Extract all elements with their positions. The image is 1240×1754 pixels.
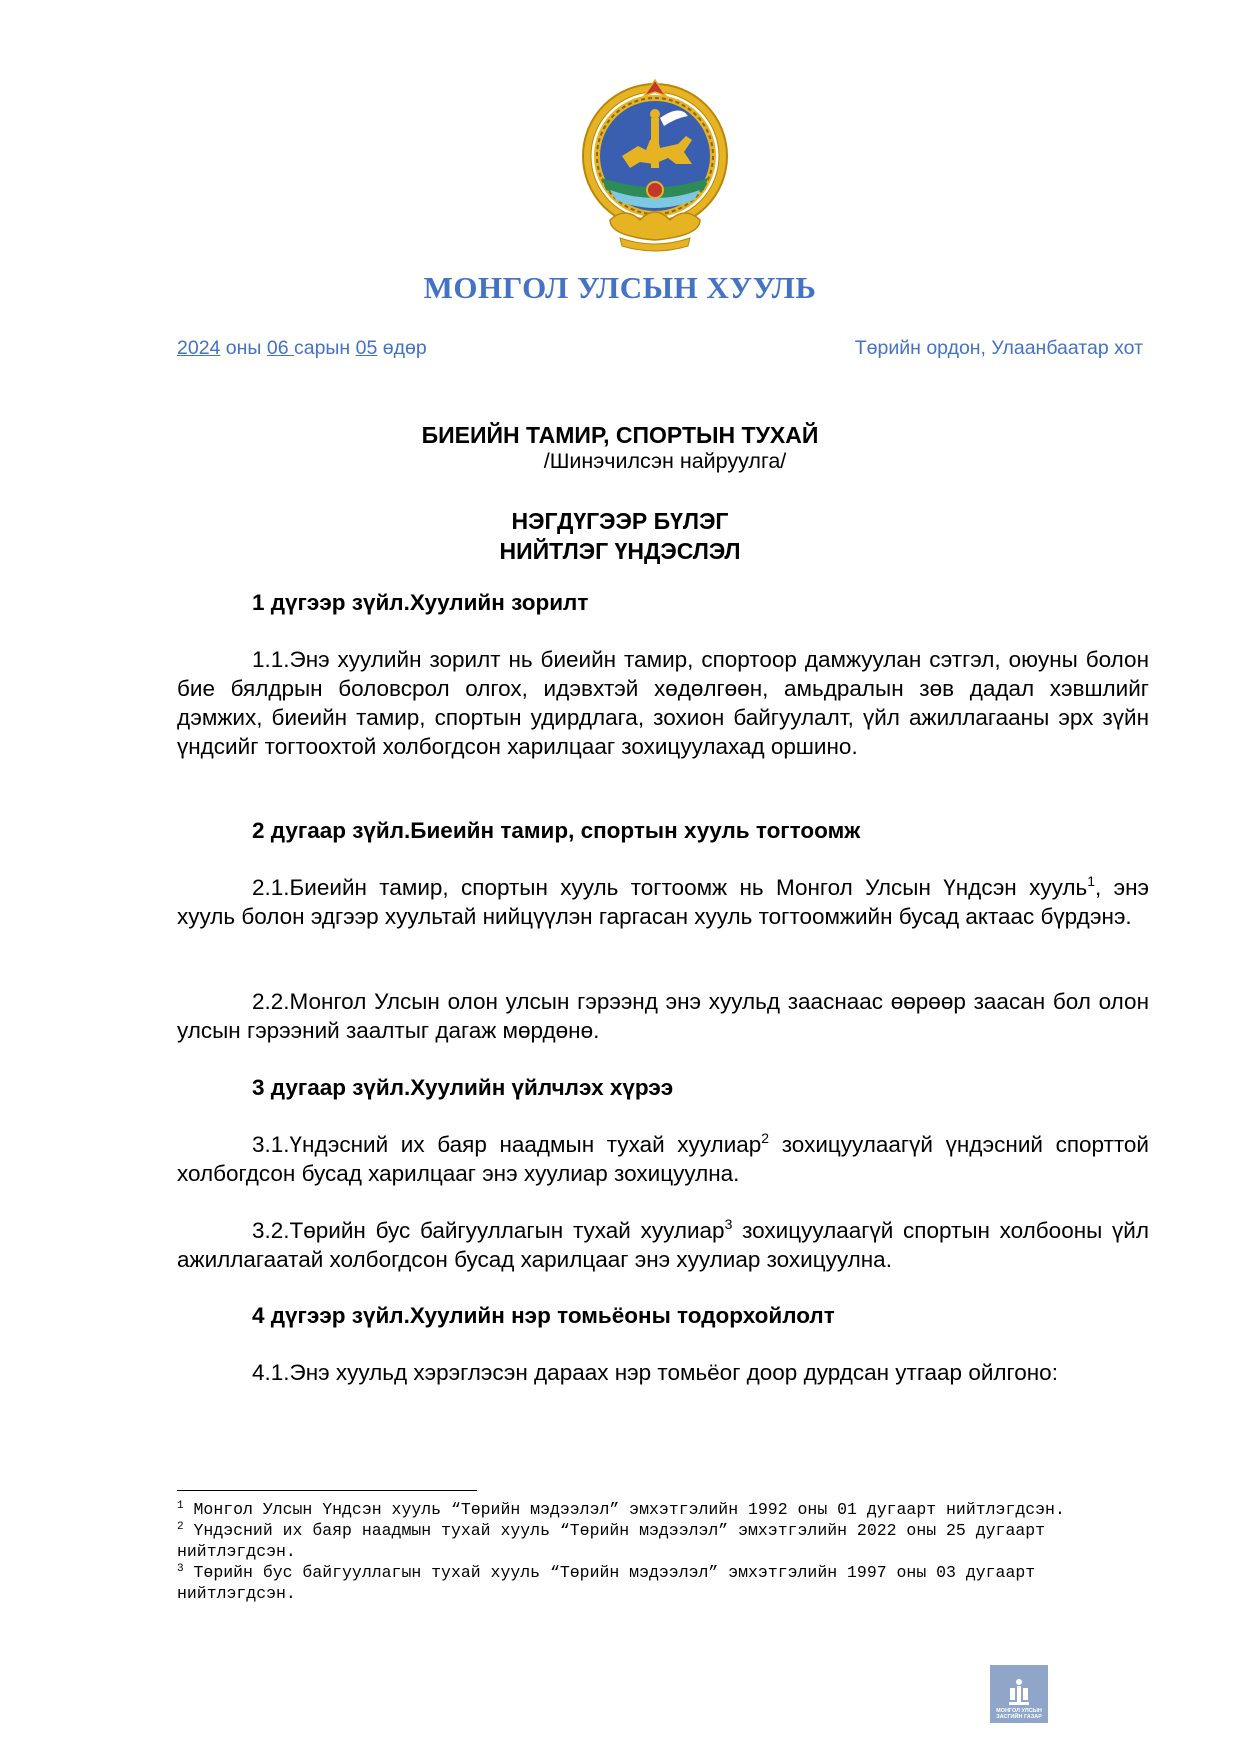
footnotes <box>177 1499 1097 1604</box>
article-paragraph: 1.1.Энэ хуулийн зорилт нь биеийн тамир, спортоор дамжуулан сэтгэл, оюуны болон бие бялдрын боловсрол олгох, идэвхтэй хөдөлгөөн, амьдралын зөв дадал хэвшлийг дэмжих, биеийн тамир, спортын удирдлага, зохион байгуулалт, үйл ажиллагааны эрх зүйн үндсийг тогтоохтой холбогдсон харилцааг зохицуулахад оршино. <box>177 647 1149 759</box>
date-month-suffix: сарын <box>293 337 356 359</box>
chapter-number: НЭГДҮГЭЭР БҮЛЭГ <box>511 508 729 534</box>
document-title: БИЕИЙН ТАМИР, СПОРТЫН ТУХАЙ <box>421 422 819 448</box>
article-paragraph: 3.1.Үндэсний их баяр наадмын тухай хуулиар$^2$ зохицуулаагүй үндэсний спорттой холбогдсон бусад харилцааг энэ хуулиар зохицуулна. <box>177 1130 1150 1186</box>
footnote-divider <box>177 1490 477 1491</box>
article-heading: 2 дугаар зүйл.Биеийн тамир, спортын хууль тогтоомж <box>252 818 861 843</box>
article-paragraph: 2.1.Биеийн тамир, спортын хууль тогтоомж нь Монгол Улсын Үндсэн хууль$^1$, энэ хууль болон эдгээр хуультай нийцүүлэн гаргасан хууль тогтоомжийн бусад актаас бүрдэнэ. <box>177 873 1149 929</box>
footnote: $^3$ Төрийн бус байгууллагын тухай хууль “Төрийн мэдээлэл” эмхэтгэлийн 1997 оны 03 дугаарт нийтлэгдсэн. <box>177 1563 1036 1603</box>
footnote: $^2$ Үндэсний их баяр наадмын тухай хууль “Төрийн мэдээлэл” эмхэтгэлийн 2022 оны 25 дугаарт нийтлэгдсэн. <box>177 1521 1046 1561</box>
article-heading: 3 дугаар зүйл.Хуулийн үйлчлэх хүрээ <box>252 1075 674 1100</box>
footnote: $^1$ Монгол Улсын Үндсэн хууль “Төрийн мэдээлэл” эмхэтгэлийн 1992 оны 01 дугаарт нийтлэгдсэн. <box>177 1500 1065 1519</box>
article-paragraph: 4.1.Энэ хуульд хэрэглэсэн дараах нэр томьёог доор дурдсан утгаар ойлгоно: <box>252 1360 1058 1385</box>
chapter-heading <box>0 506 1240 566</box>
government-logo-text: МОНГОЛ УЛСЫН ЗАСГИЙН ГАЗАР <box>996 1708 1042 1720</box>
state-emblem-icon <box>580 78 730 256</box>
adoption-date <box>177 337 427 360</box>
footnote-ref[interactable]: 3 <box>724 1216 733 1232</box>
date-year: 2024 <box>177 337 221 359</box>
date-day: 05 <box>355 337 378 359</box>
article-heading: 4 дүгээр зүйл.Хуулийн нэр томьёоны тодорхойлолт <box>252 1303 835 1328</box>
footnote-ref[interactable]: 2 <box>761 1130 770 1146</box>
document-subtitle: /Шинэчилсэн найруулга/ <box>543 449 787 473</box>
law-type-title: МОНГОЛ УЛСЫН ХУУЛЬ <box>423 270 817 305</box>
chapter-title: НИЙТЛЭГ ҮНДЭСЛЭЛ <box>499 538 741 564</box>
government-logo-icon <box>1006 1678 1032 1706</box>
adoption-place: Төрийн ордон, Улаанбаатар хот <box>854 337 1143 359</box>
article-paragraph: 2.2.Монгол Улсын олон улсын гэрээнд энэ хуульд зааснаас өөрөөр заасан бол олон улсын гэрээний заалтыг дагаж мөрдөнө. <box>177 989 1149 1043</box>
footnote-ref[interactable]: 1 <box>1087 873 1095 889</box>
date-year-suffix: оны <box>220 337 267 359</box>
article-heading: 1 дүгээр зүйл.Хуулийн зорилт <box>252 590 589 615</box>
government-logo <box>990 1665 1048 1723</box>
article-paragraph: 3.2.Төрийн бус байгууллагын тухай хуулиар$^3$ зохицуулаагүй спортын холбооны үйл ажиллагаатай холбогдсон бусад харилцааг энэ хуулиар зохицуулна. <box>177 1216 1149 1272</box>
date-month: 06 <box>266 337 294 359</box>
date-day-suffix: өдөр <box>377 337 427 359</box>
